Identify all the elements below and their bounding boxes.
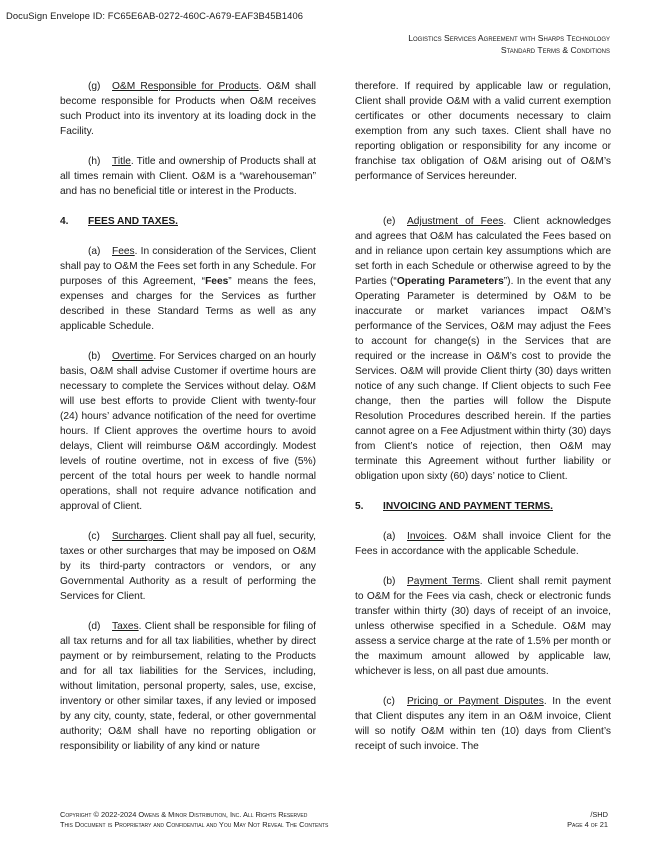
clause-text: . In the event that Client disputes any item in an O&M invoice, Client will so notify O&M within ten (10) days from Client’s receipt of such invoice. The	[355, 696, 611, 752]
clause-text: . Client shall remit payment to O&M for the Fees via cash, check or electronic funds transfer within thirty (30) days of receipt of an invoice, unless otherwise specified in a Schedule. O&M may assess a service charge at the rate of 1.5% per month or the maximum amount allowed by applicable law, whichever is less, on all past due amounts.	[355, 576, 611, 677]
clause-label: (b)	[88, 351, 101, 362]
clause-text: . In consideration of the Services, Client shall pay to O&M the Fees set forth in any Schedule. For purposes of this Agreement, “	[60, 246, 316, 287]
section-title: FEES AND TAXES.	[88, 216, 178, 227]
clause-title: Fees	[112, 246, 135, 257]
clause-text: . O&M shall become responsible for Products when O&M receives such Product into its inventory at its loading dock in the Facility.	[60, 81, 316, 137]
clause-text: . For Services charged on an hourly basis, O&M shall advise Customer if overtime hours are necessary to complete the Services without delay. O&M will use best efforts to provide Client with twenty-four (24) hours’ advance notification of the need for overtime hours. If Client approves the overtime hours to avoid delays, Client will reimburse O&M accordingly. Modest levels of routine overtime, not in excess of five (5%) percent of the total hours per week to handle normal operations, shall not require advance notification and approval of Client.	[60, 351, 316, 512]
clause-title: Title	[112, 156, 131, 167]
section-title: INVOICING AND PAYMENT TERMS.	[383, 501, 553, 512]
clause-title: Surcharges	[112, 531, 165, 542]
section-number: 5.	[355, 501, 364, 512]
clause-label: (h)	[88, 156, 101, 167]
clause-4b	[60, 349, 316, 514]
clause-title: O&M Responsible for Products	[112, 81, 259, 92]
clause-label: (c)	[88, 531, 100, 542]
clause-label: (g)	[88, 81, 101, 92]
clause-title: Adjustment of Fees	[407, 216, 504, 227]
footer-left	[60, 810, 328, 830]
clause-h	[60, 154, 316, 199]
defined-term: Fees	[205, 276, 229, 287]
clause-text: ”). In the event that any Operating Parameter is determined by O&M to be inaccurate or market variances impact O&M’s performance of the Services, O&M may adjust the Fees to account for change(s) in the Services that are required or the increase in O&M’s cost to provide the Services. O&M will provide Client thirty (30) days written notice of any such change. If Client objects to such Fee change, then the parties will follow the Dispute Resolution Procedures described herein. If the parties cannot agree on a Fee Adjustment within thirty (30) days from Client’s notice of rejection, then O&M may terminate this Agreement without further liability or obligation upon sixty (60) days’ notice to Client.	[355, 276, 612, 482]
clause-5b	[355, 574, 611, 679]
footer-right	[567, 810, 608, 830]
clause-4c	[60, 529, 316, 604]
right-column	[355, 79, 611, 754]
clause-label: (c)	[383, 696, 395, 707]
clause-5a	[355, 529, 611, 559]
header-title: Logistics Services Agreement with Sharps Technology	[408, 33, 610, 43]
footer-initials: /SHD	[590, 810, 608, 819]
clause-4e	[355, 214, 611, 484]
clause-text: . Client acknowledges and agrees that O&M has calculated the Fees based on and in reliance upon certain key assumptions which are set forth in each Schedule or otherwise agreed to by the Parties (“	[355, 216, 611, 287]
footer-confidential: This Document is Proprietary and Confidential and You May Not Reveal The Contents	[60, 820, 329, 829]
clause-title: Payment Terms	[407, 576, 480, 587]
clause-4a	[60, 244, 316, 334]
clause-title: Invoices	[407, 531, 445, 542]
header-subtitle: Standard Terms & Conditions	[500, 44, 610, 55]
docusign-envelope-id: DocuSign Envelope ID: FC65E6AB-0272-460C-A679-EAF3B45B1406	[6, 10, 304, 21]
left-column	[60, 79, 316, 754]
section-4-heading	[60, 214, 316, 229]
defined-term: Operating Parameters	[396, 276, 504, 287]
footer-copyright: Copyright © 2022-2024 Owens & Minor Distribution, Inc. All Rights Reserved	[60, 810, 308, 819]
clause-4d	[60, 619, 316, 754]
clause-text: . O&M shall invoice Client for the Fees in accordance with the applicable Schedule.	[355, 531, 611, 557]
clause-text: ” means the fees, expenses and charges for the Services as further described in these Standard Terms as well as any applicable Schedule.	[60, 276, 316, 332]
page-header	[408, 33, 610, 56]
clause-title: Taxes	[112, 621, 139, 632]
clause-g	[60, 79, 316, 139]
clause-5c	[355, 694, 611, 754]
page-number: Page 4 of 21	[567, 820, 608, 829]
clause-text: . Title and ownership of Products shall at all times remain with Client. O&M is a “warehouseman” and has no beneficial title or interest in the Products.	[60, 156, 316, 197]
clause-title: Overtime	[112, 351, 154, 362]
clause-text: . Client shall pay all fuel, security, taxes or other surcharges that may be imposed on O&M by its third-party contractors or vendors, or any Governmental Authority as a result of performing the Services for Client.	[60, 531, 316, 602]
section-number: 4.	[60, 216, 69, 227]
section-5-heading	[355, 499, 611, 514]
clause-title: Pricing or Payment Disputes	[407, 696, 544, 707]
clause-text: . Client shall be responsible for filing of all tax returns and for all tax liabilities, whether by direct payment or by reimbursement, relating to the Products and for all tax liabilities for the Services, including, without limitation, personal property, sales, use, excise, inventory or other similar taxes, if any levied or imposed by any city, county, state, federal, or other governmental authority; O&M shall have no reporting obligation or responsibility or liability of any kind or nature	[60, 621, 316, 752]
clause-4d-continued: therefore. If required by applicable law or regulation, Client shall provide O&M with a valid current exemption certificates or other documents necessary to claim exemption from any such taxes. Client shall have no reporting obligation or responsibility for any income or franchise tax obligation of O&M arising out of O&M’s performance of Services hereunder.	[355, 81, 611, 182]
clause-label: (a)	[383, 531, 396, 542]
clause-label: (b)	[383, 576, 396, 587]
clause-label: (a)	[88, 246, 101, 257]
clause-label: (e)	[383, 216, 396, 227]
clause-label: (d)	[88, 621, 101, 632]
